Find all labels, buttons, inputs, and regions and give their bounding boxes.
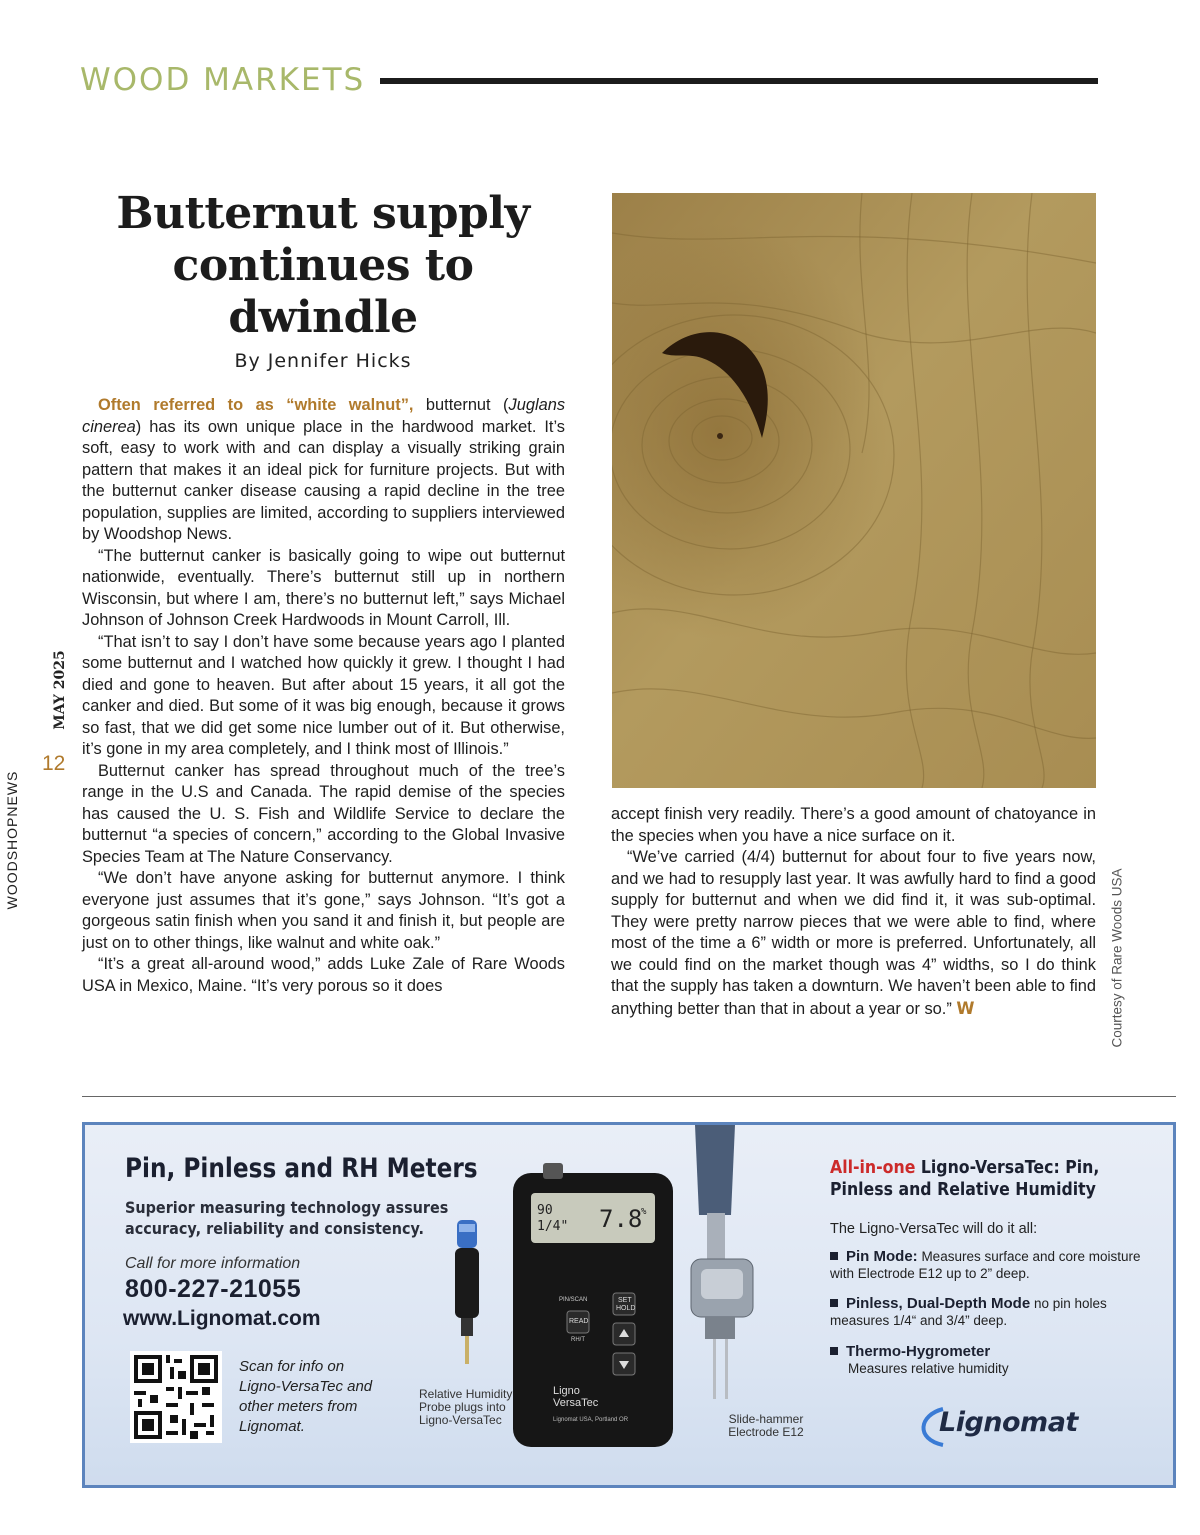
ad-subtitle: Superior measuring technology assures accuracy, reliability and consistency. [125,1198,449,1238]
article-paragraph [611,847,1096,1020]
article-column-left [82,395,565,997]
feature-desc: Measures surface and core moisture with Electrode E12 up to 2” deep. [830,1249,1141,1281]
end-mark: W [956,998,975,1018]
feature-thermo-hygrometer [830,1343,1160,1377]
bullet-icon [830,1252,838,1260]
meter-brand-line-2: VersaTec [553,1397,599,1409]
article-paragraph: “It’s a great all-around wood,” adds Luke Zale of Rare Woods USA in Mexico, Maine. “It’s very porous so it does [82,955,565,995]
electrode-caption: Slide-hammer Electrode E12 [728,1412,804,1439]
lcd-unit: % [641,1207,647,1217]
lcd-bottom: 1/4" [537,1219,569,1234]
feature-name: Pin Mode: [846,1248,918,1265]
ad-website-link[interactable]: www.Lignomat.com [123,1307,321,1330]
paragraph-text: butternut ( [413,396,509,414]
article-lead-in: Often referred to as “white walnut”, [98,396,414,414]
ad-phone: 800-227-21055 [125,1275,302,1303]
article-paragraph: Butternut canker has spread throughout much of the tree’s range in the U.S and Canada. The rapid demise of the species has caused the U. S. Fish and Wildlife Service to declare the butternut “a species of concern,” according to the Global Invasive Species Team at The Nature Conservancy. [82,761,565,866]
ad-call-label: Call for more information [125,1255,301,1272]
meter-maker: Lignomat USA, Portland OR [553,1417,629,1423]
folio-publication: WOODSHOPNEWS [4,770,20,910]
article-column-right [611,804,1096,1020]
feature-desc: Measures relative humidity [848,1361,1009,1376]
lcd-top: 90 [537,1203,553,1218]
set-button-label: SET [618,1297,632,1304]
moisture-meter-device [513,1163,673,1447]
logo-text: Lignomat [939,1407,1078,1438]
lignomat-advertisement[interactable] [82,1122,1176,1488]
ad-title: Pin, Pinless and RH Meters [125,1153,478,1184]
feature-name: Pinless, Dual-Depth Mode [846,1295,1031,1312]
probe-caption: Relative Humidity Probe plugs into Ligno-VersaTec [419,1387,513,1427]
ad-scan-text: Scan for info on Ligno-VersaTec and other meters from Lignomat. [239,1358,373,1435]
paragraph-text: “We’ve carried (4/4) butternut for about four to five years now, and we had to resupply last year. It was awfully hard to find a good supply for butternut and when we did find it, it was sub-optimal. They were pretty narrow pieces that we were able to find, where most of the time a 6” width or more is preferred. Unfortunately, all we could find on the market though was 4” widths, so I do think that the supply has taken a downturn. We haven’t been able to find anything better than that in about a year or so.” [611,848,1096,1018]
feature-pin-mode [830,1248,1160,1282]
meter-brand-line-1: Ligno [553,1385,580,1397]
photo-credit: Courtesy of Rare Woods USA [1109,868,1125,1048]
article-paragraph [82,395,565,546]
article-paragraph: “That isn’t to say I don’t have some because years ago I planted some butternut and I watched how quickly it grew. I thought I had died and gone to heaven. But after about 15 years, it all got the canker and died. But some of it was big enough, because it grows so fast, that we did get some nice lumber out of it. But otherwise, it’s gone in my area completely, and I think most of Illinois.” [82,632,565,758]
divider [82,1096,1176,1097]
section-rule [380,78,1098,84]
article-paragraph: “We don’t have anyone asking for butternut anymore. I think everyone just assumes that it’s gone,” says Johnson. “It’s got a gorgeous satin finish when you sand it and finish it, but people are just on to other things, like walnut and white oak.” [82,869,565,952]
article-paragraph: accept finish very readily. There’s a good amount of chatoyance in the species when you have a nice surface on it. [611,805,1096,845]
article-headline: Butternut supply continues to dwindle [116,188,530,343]
feature-desc: no pin holes measures 1/4“ and 3/4” deep. [830,1296,1107,1328]
ad-right-title-highlight: All-in-one [830,1158,916,1178]
ad-right-title-text: Ligno-VersaTec: Pin, Pinless and Relative Humidity [830,1158,1100,1200]
article-byline: By Jennifer Hicks [234,350,412,372]
feature-name: Thermo-Hygrometer [846,1343,991,1360]
section-title: WOOD MARKETS [80,62,366,98]
paragraph-text: ) has its own unique place in the hardwood market. It’s soft, easy to work with and can display a visually striking grain pattern that makes it an ideal pick for furniture projects. But with the butternut canker disease causing a rapid decline in the tree population, supplies are limited, according to suppliers interviewed by Woodshop News. [82,417,565,543]
rh-probe-icon [447,1220,487,1370]
species-name: Juglans cinerea [82,396,566,436]
bullet-icon [830,1347,838,1355]
feature-pinless [830,1295,1160,1329]
article-paragraph: “The butternut canker is basically going to wipe out butternut nationwide, eventually. There’s butternut still up in northern Wisconsin, but where I am, there’s no butternut left,” says Michael Johnson of Johnson Creek Hardwoods in Mount Carroll, Ill. [82,546,565,629]
qr-code-icon[interactable] [130,1351,222,1443]
folio-page-number: 12 [42,752,66,775]
section-header [80,60,1098,100]
ad-right-title [830,1157,1127,1201]
lignomat-logo [913,1405,1103,1447]
slide-hammer-electrode-icon [677,1125,797,1405]
folio-date: MAY 2025 [52,650,68,730]
ad-intro: The Ligno-VersaTec will do it all: [830,1221,1038,1237]
butternut-wood-photo [612,193,1096,788]
hold-button-label: HOLD [616,1305,636,1312]
bullet-icon [830,1299,838,1307]
read-button: READ [569,1318,589,1325]
button-label-rht: RH/T [571,1337,585,1343]
lcd-value: 7.8 [599,1205,643,1233]
button-label-pinscan: PIN/SCAN [559,1297,588,1303]
